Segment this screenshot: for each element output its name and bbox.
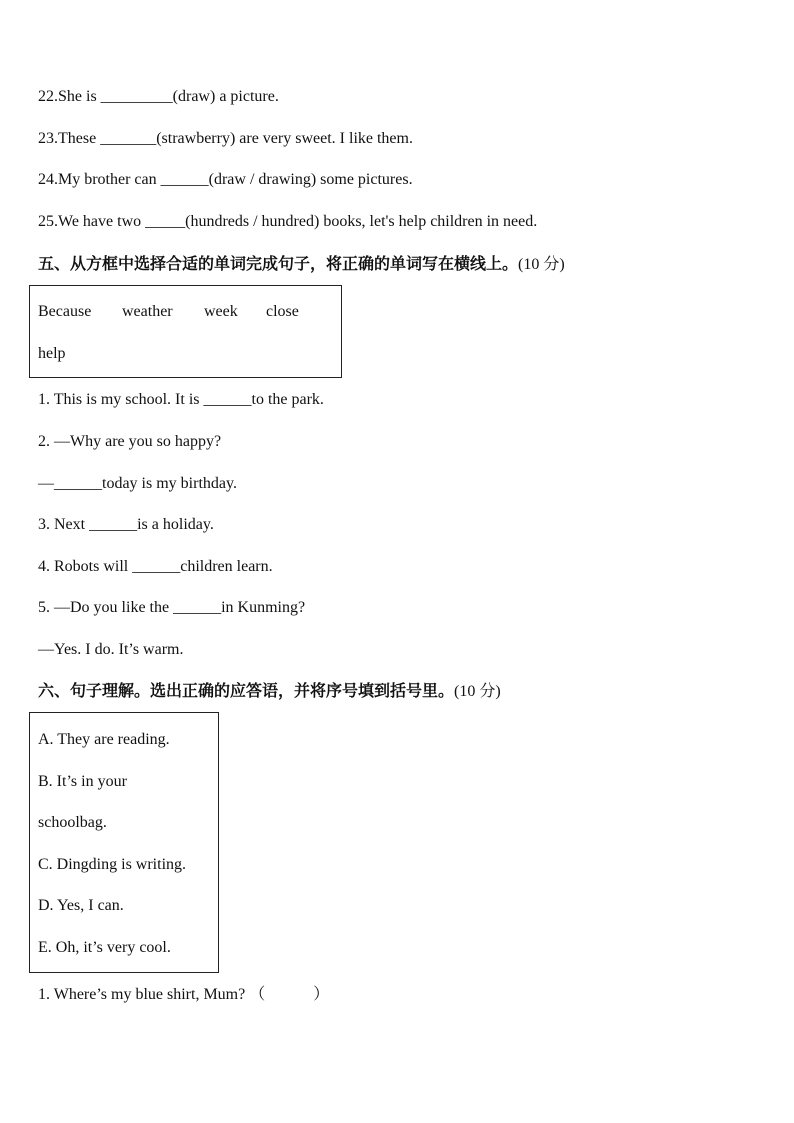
option-b: B. It’s in your: [38, 773, 127, 790]
option-c: C. Dingding is writing.: [38, 856, 187, 873]
section6-title: 六、句子理解。选出正确的应答语，并将序号填到括号里。: [38, 681, 455, 700]
question-22: 22.She is _________(draw) a picture.: [38, 88, 279, 105]
word-week: week: [204, 303, 238, 320]
section6-heading: [38, 680, 501, 703]
option-e: E. Oh, it’s very cool.: [38, 939, 171, 956]
question-23: 23.These _______(strawberry) are very sweet. I like them.: [38, 130, 413, 147]
s5-question-5: 5. —Do you like the ______in Kunming?: [38, 599, 306, 616]
s5-question-2-answer: —______today is my birthday.: [38, 475, 237, 492]
word-help: help: [38, 345, 66, 362]
s5-question-4: 4. Robots will ______children learn.: [38, 558, 273, 575]
option-b-cont: schoolbag.: [38, 814, 107, 831]
question-24: 24.My brother can ______(draw / drawing) some pictures.: [38, 171, 413, 188]
s5-question-1: 1. This is my school. It is ______to the park.: [38, 391, 324, 408]
s6-question-1: 1. Where’s my blue shirt, Mum? （ ）: [38, 986, 330, 1003]
section5-score: (10 分): [518, 256, 565, 273]
section5-title: 五、从方框中选择合适的单词完成句子，将正确的单词写在横线上。: [38, 254, 519, 273]
options-box: [29, 712, 219, 973]
option-d: D. Yes, I can.: [38, 897, 124, 914]
section6-score: (10 分): [454, 683, 501, 700]
question-25: 25.We have two _____(hundreds / hundred) books, let's help children in need.: [38, 213, 538, 230]
section5-heading: [38, 253, 565, 276]
s5-question-5-answer: —Yes. I do. It’s warm.: [38, 641, 184, 658]
word-box: [29, 285, 342, 378]
s5-question-3: 3. Next ______is a holiday.: [38, 516, 214, 533]
word-weather: weather: [122, 303, 173, 320]
s5-question-2: 2. —Why are you so happy?: [38, 433, 222, 450]
word-because: Because: [38, 303, 92, 320]
word-close: close: [266, 303, 299, 320]
option-a: A. They are reading.: [38, 731, 170, 748]
